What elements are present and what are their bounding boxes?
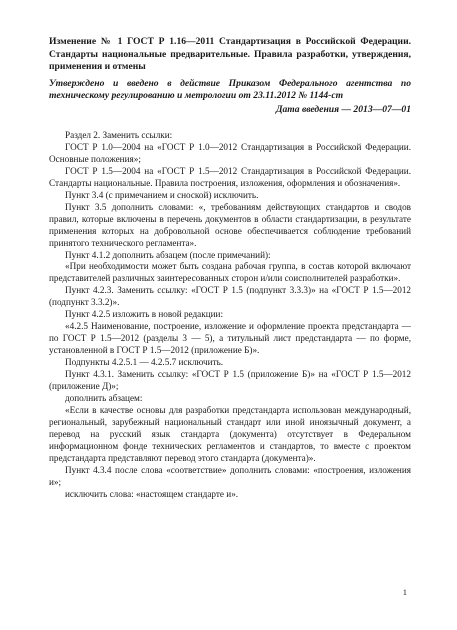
paragraph: Пункт 3.4 (с примечанием и сноской) исключить. — [65, 189, 259, 200]
approval-statement: Утверждено и введено в действие Приказом Федерального агентства по техническому регулированию и метрологии от 23.11.2012 № 1144-ст — [49, 77, 411, 102]
document-header — [49, 36, 411, 117]
paragraph: Пункт 4.1.2 дополнить абзацем (после примечаний): — [65, 249, 271, 260]
document-body — [49, 130, 411, 501]
paragraph: Пункт 4.2.5 изложить в новой редакции: — [65, 309, 224, 320]
paragraph: Раздел 2. Заменить ссылки: — [65, 130, 173, 140]
effective-date: Дата введения — 2013—07—01 — [275, 103, 411, 115]
paragraph: Подпункты 4.2.5.1 — 4.2.5.7 исключить. — [65, 357, 224, 368]
paragraph: Пункт 4.2.3. Заменить ссылку: «ГОСТ Р 1.5 (подпункт 3.3.3)» на «ГОСТ Р 1.5—2012 (подпункт 3.3.2)». — [49, 285, 411, 308]
amendment-title: Изменение № 1 ГОСТ Р 1.16—2011 Стандартизация в Российской Федерации. Стандарты национальные предварительные. Правила разработки, утверждения, применения и отмены — [49, 36, 411, 73]
paragraph: дополнить абзацем: — [65, 392, 143, 403]
paragraph: Пункт 3.5 дополнить словами: «, требованиям действующих стандартов и сводов правил, которые включены в перечень документов в области стандартизации, в результате применения которых на добровольной основе обеспечивается соблюдение требований принятого технического регламента». — [49, 201, 411, 248]
paragraph: исключить слова: «настоящем стандарте и». — [65, 488, 239, 499]
paragraph: «Если в качестве основы для разработки предстандарта использован международный, региональный, зарубежный национальный стандарт или иной иноязычный документ, а перевод на русский язык стандарта (документа) отсутствует в Федеральном информационном фонде технических регламентов и стандартов, то вместе с проектом предстандарта представляют перевод этого стандарта (документа)». — [49, 404, 411, 463]
paragraph: «При необходимости может быть создана рабочая группа, в состав которой включают представителей различных заинтересованных сторон и/или соисполнителей разработки». — [49, 261, 411, 284]
paragraph: Пункт 4.3.1. Заменить ссылку: «ГОСТ Р 1.5 (приложение Б)» на «ГОСТ Р 1.5—2012 (приложение Д)»; — [49, 369, 411, 392]
paragraph: ГОСТ Р 1.5—2004 на «ГОСТ Р 1.5—2012 Стандартизация в Российской Федерации. Стандарты национальные. Правила построения, изложения, оформления и обозначения». — [49, 165, 411, 188]
paragraph: «4.2.5 Наименование, построение, изложение и оформление проекта предстандарта — по ГОСТ Р 1.5—2012 (разделы 3 — 5), а титульный лист предстандарта — по форме, установленной в ГОСТ Р 1.5—2012 (приложение Б)». — [49, 321, 411, 356]
paragraph: ГОСТ Р 1.0—2004 на «ГОСТ Р 1.0—2012 Стандартизация в Российской Федерации. Основные положения»; — [49, 141, 411, 164]
page-number: 1 — [402, 587, 407, 597]
paragraph: Пункт 4.3.4 после слова «соответствие» дополнить словами: «построения, изложения и»; — [49, 464, 411, 487]
